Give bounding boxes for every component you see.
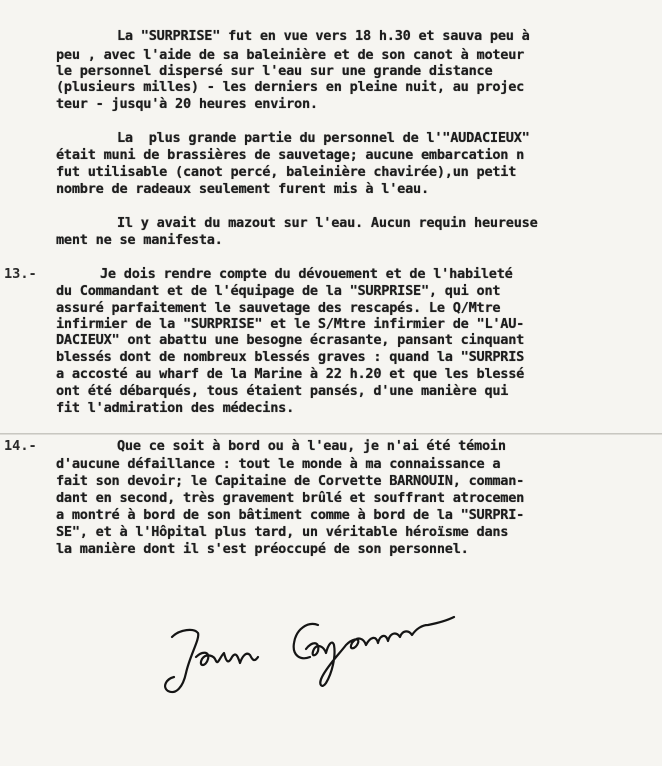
text-line: (plusieurs milles) - les derniers en pleine nuit, au projec — [56, 79, 525, 95]
text-line: fut utilisable (canot percé, baleinière chavirée),un petit — [56, 164, 517, 180]
text-line: Il y avait du mazout sur l'eau. Aucun requin heureuse — [117, 215, 538, 231]
text-line: du Commandant et de l'équipage de la "SURPRISE", qui ont — [56, 283, 501, 299]
text-line: d'aucune défaillance : tout le monde à ma connaissance a — [56, 456, 501, 472]
text-line: La "SURPRISE" fut en vue vers 18 h.30 et sauva peu à — [117, 28, 530, 44]
text-line: Je dois rendre compte du dévouement et de l'habileté — [100, 266, 513, 282]
text-line: était muni de brassières de sauvetage; aucune embarcation n — [56, 147, 525, 163]
text-line: assuré parfaitement le sauvetage des rescapés. Le Q/Mtre — [56, 300, 501, 316]
text-line: blessés dont de nombreux blessés graves : quand la "SURPRIS — [56, 349, 525, 365]
text-line: DACIEUX" ont abattu une besogne écrasante, pansant cinquant — [56, 332, 525, 348]
section-number: 14.- — [4, 438, 37, 454]
text-line: SE", et à l'Hôpital plus tard, un véritable héroïsme dans — [56, 524, 509, 540]
text-line: fit l'admiration des médecins. — [56, 400, 295, 416]
text-line: la manière dont il s'est préoccupé de son personnel. — [56, 541, 469, 557]
paper-fold-line — [0, 433, 662, 435]
section-number: 13.- — [4, 266, 37, 282]
text-line: peu , avec l'aide de sa baleinière et de son canot à moteur — [56, 47, 525, 63]
handwritten-signature — [150, 595, 480, 705]
text-line: Que ce soit à bord ou à l'eau, je n'ai été témoin — [117, 438, 506, 454]
text-line: infirmier de la "SURPRISE" et le S/Mtre infirmier de "L'AU- — [56, 316, 525, 332]
text-line: ment ne se manifesta. — [56, 232, 223, 248]
text-line: ont été débarqués, tous étaient pansés, d'une manière qui — [56, 383, 509, 399]
text-line: a montré à bord de son bâtiment comme à bord de la "SURPRI- — [56, 507, 525, 523]
text-line: le personnel dispersé sur l'eau sur une grande distance — [56, 63, 493, 79]
text-line: dant en second, très gravement brûlé et souffrant atrocemen — [56, 490, 525, 506]
text-line: La plus grande partie du personnel de l'"AUDACIEUX" — [117, 130, 530, 146]
text-line: a accosté au wharf de la Marine à 22 h.20 et que les blessé — [56, 366, 525, 382]
text-line: nombre de radeaux seulement furent mis à l'eau. — [56, 181, 429, 197]
text-line: fait son devoir; le Capitaine de Corvette BARNOUIN, comman- — [56, 473, 525, 489]
text-line: teur - jusqu'à 20 heures environ. — [56, 96, 318, 112]
